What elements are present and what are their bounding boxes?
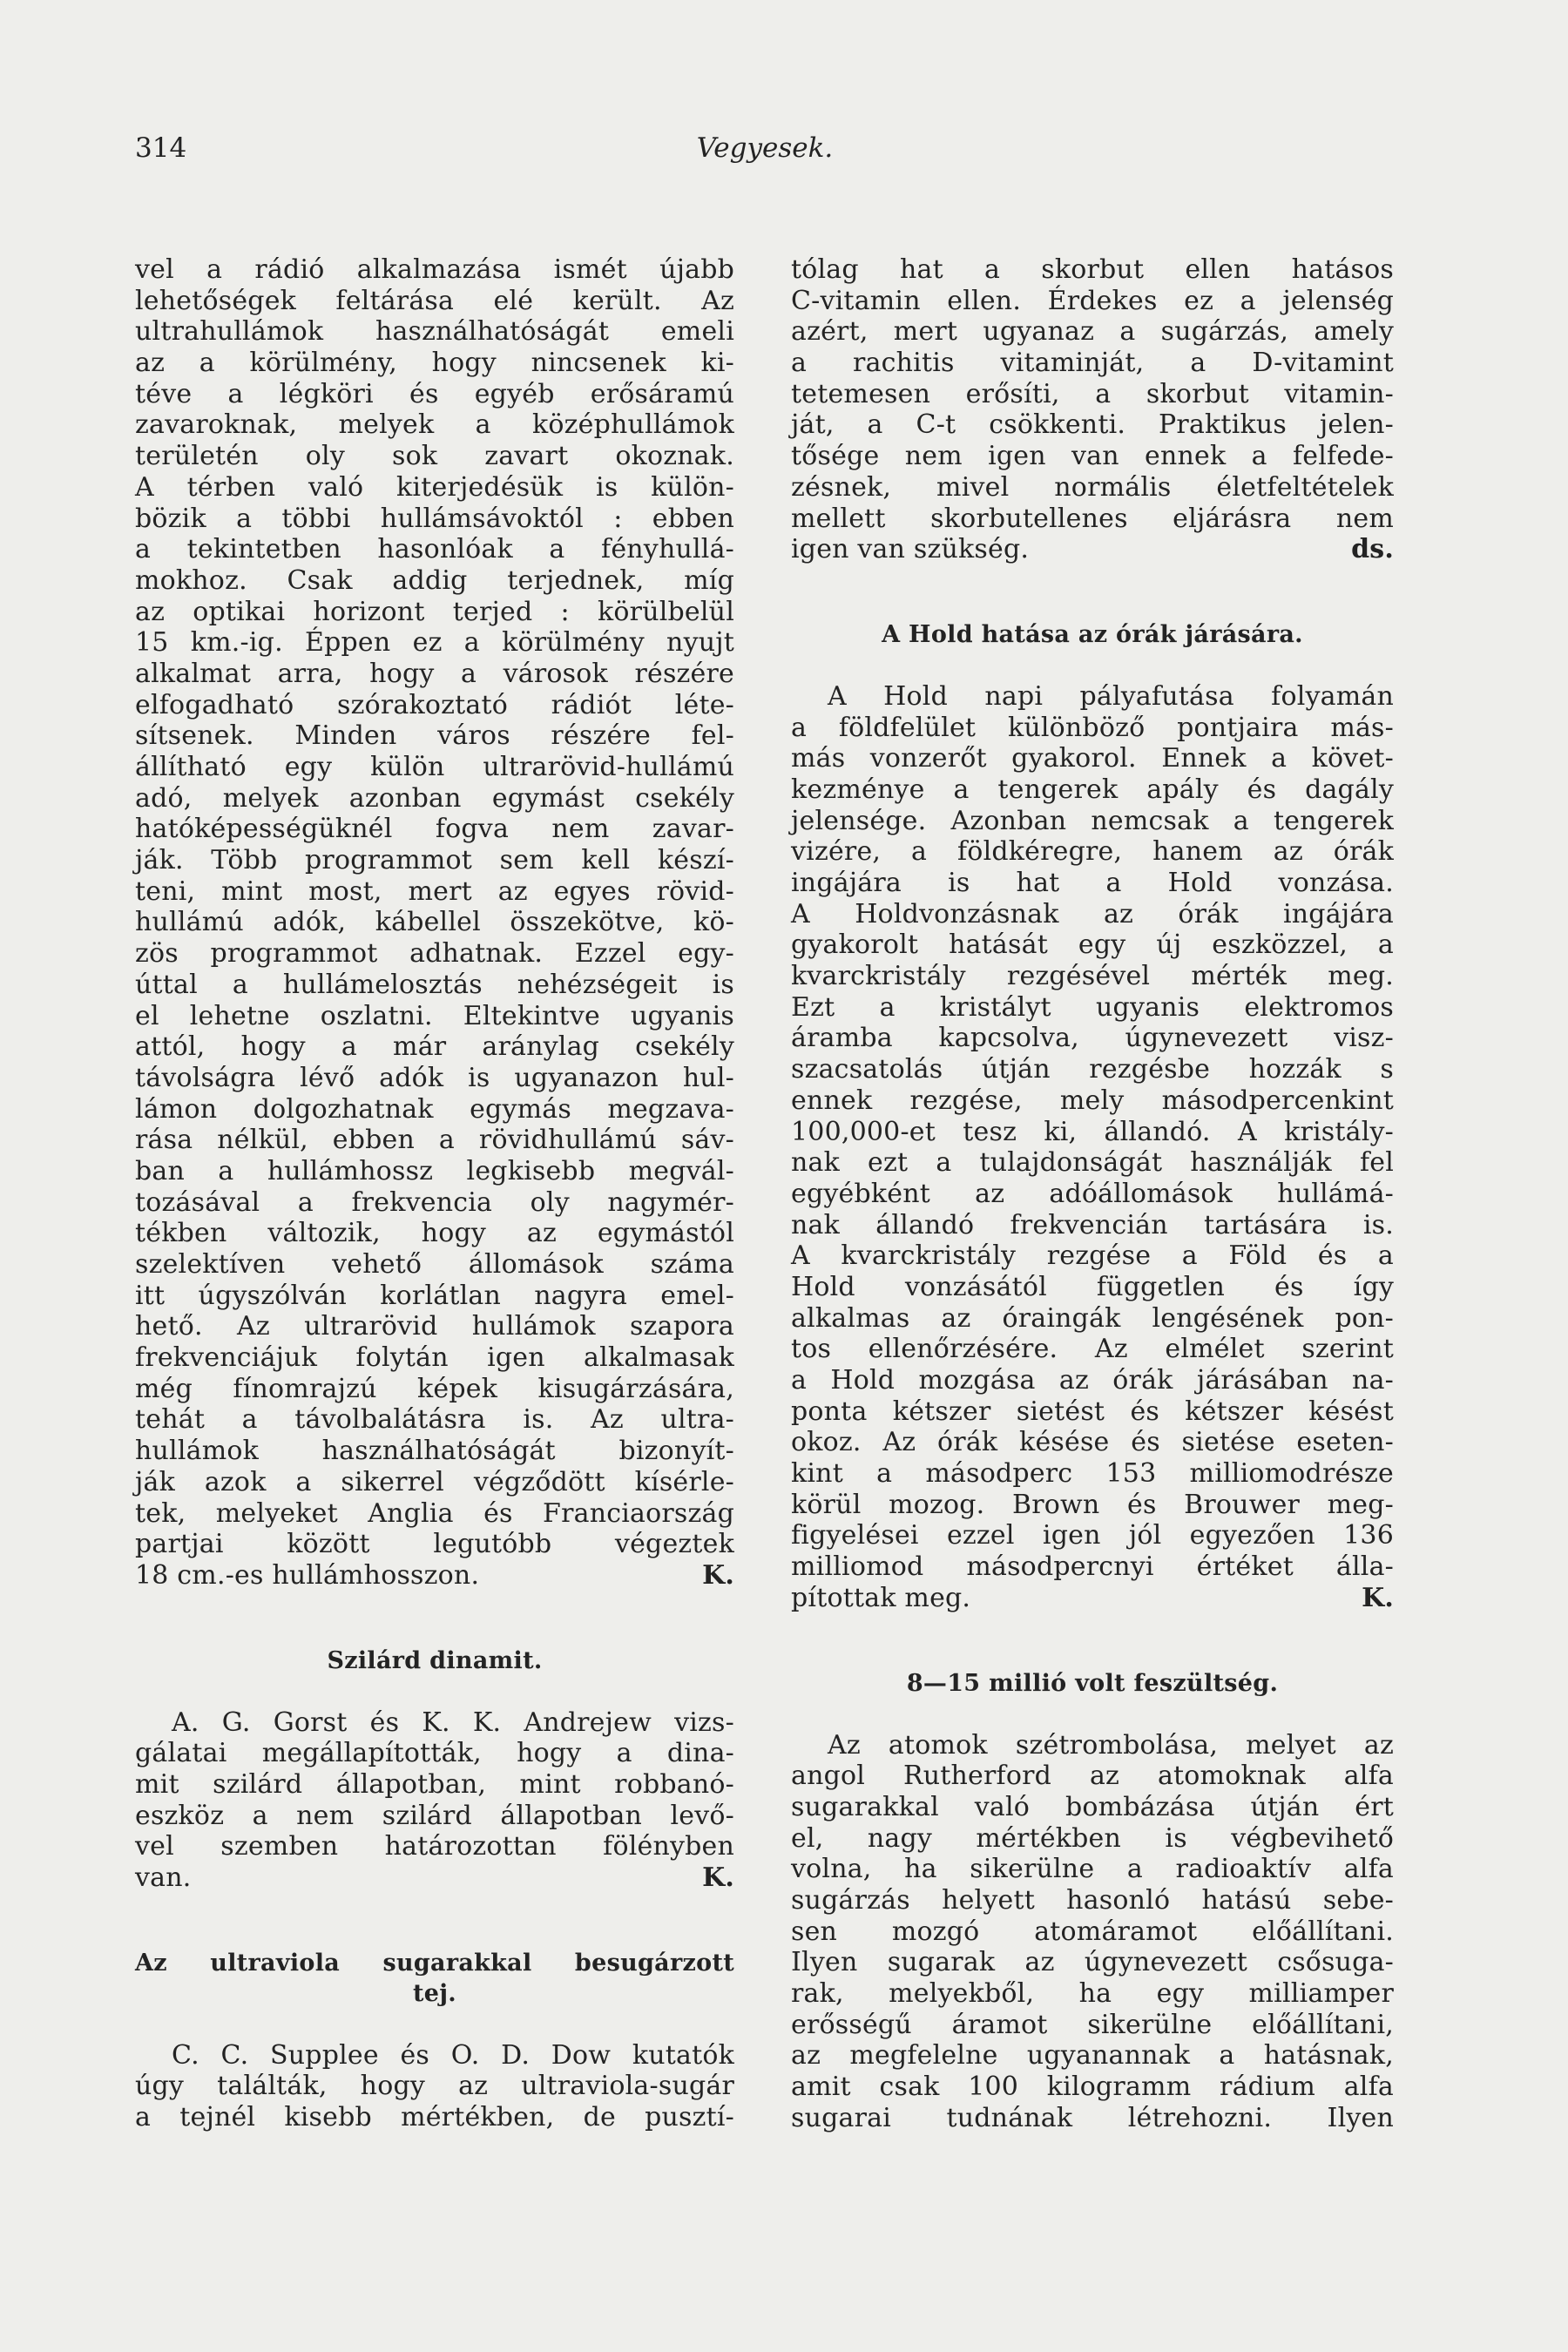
text-line: vizére, a földkéregre, hanem az órák <box>791 836 1394 868</box>
text-line: teni, mint most, mert az egyes rövid- <box>135 875 734 907</box>
text-line: áramba kapcsolva, úgynevezett visz- <box>791 1023 1394 1054</box>
text-line: hatóképességüknél fogva nem zavar- <box>135 814 734 845</box>
text-line: itt úgyszólván korlátlan nagyra emel- <box>135 1280 734 1311</box>
heading-line: 8—15 millió volt feszültség. <box>906 1669 1279 1697</box>
text-line <box>791 534 1394 565</box>
text-line: alkalmas az óraingák lengésének pon- <box>791 1302 1394 1334</box>
text-line: Ezt a kristályt ugyanis elektromos <box>791 991 1394 1023</box>
text-line: hető. Az ultrarövid hullámok szapora <box>135 1311 734 1342</box>
text-line: sugarai tudnának létrehozni. Ilyen <box>791 2102 1394 2133</box>
text-line: vel a rádió alkalmazása ismét újabb <box>135 254 734 285</box>
text-line: el, nagy mértékben is végbevihető <box>791 1822 1394 1854</box>
text-line: szelektíven vehető állomások száma <box>135 1249 734 1280</box>
text-line: a Hold mozgása az órák járásában na- <box>791 1365 1394 1396</box>
text-line: ban a hullámhossz legkisebb megvál- <box>135 1155 734 1186</box>
text-line: ponta kétszer sietést és kétszer késést <box>791 1396 1394 1427</box>
text-line: az optikai horizont terjed : körülbelül <box>135 596 734 627</box>
text-line: ennek rezgése, mely másodpercenkint <box>791 1085 1394 1116</box>
author-signature: K. <box>1362 1582 1394 1613</box>
text-line: tozásával a frekvencia oly nagymér- <box>135 1186 734 1218</box>
section-heading <box>135 1646 734 1676</box>
text-line: körül mozog. Brown és Brouwer meg- <box>791 1489 1394 1520</box>
text-line: A. G. Gorst és K. K. Andrejew vizs- <box>172 1707 734 1738</box>
heading-line: Az ultraviola sugarakkal besugárzott <box>135 1949 734 1977</box>
text-line: nak állandó frekvencián tartására is. <box>791 1209 1394 1240</box>
text-line: lámon dolgozhatnak egymás megzava- <box>135 1093 734 1125</box>
paragraph <box>791 681 1394 1614</box>
text-line: tek, melyeket Anglia és Franciaország <box>135 1497 734 1529</box>
text-line <box>791 1583 1394 1614</box>
text-line <box>135 1560 734 1592</box>
text-line: C. C. Supplee és O. D. Dow kutatók <box>172 2039 734 2071</box>
paragraph <box>791 254 1394 565</box>
text-line: a földfelület különböző pontjaira más- <box>791 712 1394 743</box>
line-text: van. <box>135 1862 192 1893</box>
text-line: A kvarckristály rezgése a Föld és a <box>791 1240 1394 1272</box>
text-line: ját, a C-t csökkenti. Praktikus jelen- <box>791 409 1394 441</box>
text-line: azért, mert ugyanaz a sugárzás, amely <box>791 316 1394 348</box>
text-line: elfogadható szórakoztató rádiót léte- <box>135 689 734 720</box>
text-line: alkalmat arra, hogy a városok részére <box>135 658 734 689</box>
text-line: A Holdvonzásnak az órák ingájára <box>791 898 1394 929</box>
text-line: hullámok használhatóságát bizonyít- <box>135 1436 734 1467</box>
text-line: téve a légköri és egyéb erősáramú <box>135 378 734 409</box>
text-line: más vonzerőt gyakorol. Ennek a követ- <box>791 743 1394 774</box>
text-line: tehát a távolbalátásra is. Az ultra- <box>135 1404 734 1436</box>
heading-line: Szilárd dinamit. <box>327 1646 543 1674</box>
text-line: területén oly sok zavart okoznak. <box>135 441 734 472</box>
left-column <box>135 254 734 2133</box>
author-signature: K. <box>702 1862 734 1893</box>
line-text: pítottak meg. <box>791 1582 971 1613</box>
text-line: állítható egy külön ultrarövid-hullámú <box>135 752 734 782</box>
text-line: rása nélkül, ebben a rövidhullámú sáv- <box>135 1125 734 1156</box>
text-line: gyakorolt hatását egy új eszközzel, a <box>791 929 1394 961</box>
text-line: tékben változik, hogy az egymástól <box>135 1218 734 1249</box>
paragraph <box>135 254 734 1592</box>
text-line: sen mozgó atomáramot előállítani. <box>791 1916 1394 1947</box>
heading-line: tej. <box>412 1979 457 2007</box>
text-line: A Hold napi pályafutása folyamán <box>828 680 1394 712</box>
text-line: nak ezt a tulajdonságát használják fel <box>791 1147 1394 1179</box>
right-column <box>791 254 1394 2133</box>
running-title: Vegyesek. <box>696 132 834 164</box>
text-line: tősége nem igen van ennek a felfede- <box>791 441 1394 472</box>
text-line: sítsenek. Minden város részére fel- <box>135 720 734 752</box>
text-line: az a körülmény, hogy nincsenek ki- <box>135 348 734 379</box>
text-line: frekvenciájuk folytán igen alkalmasak <box>135 1342 734 1374</box>
text-line: zavaroknak, melyek a középhullámok <box>135 409 734 441</box>
heading-line: A Hold hatása az órák járására. <box>882 620 1303 648</box>
text-line: zös programmot adhatnak. Ezzel egy- <box>135 938 734 970</box>
page-number: 314 <box>135 132 187 164</box>
text-line: volna, ha sikerülne a radioaktív alfa <box>791 1854 1394 1885</box>
text-line: egyébként az adóállomások hullámá- <box>791 1178 1394 1209</box>
text-line: Ilyen sugarak az úgynevezett csősuga- <box>791 1947 1394 1978</box>
text-line: tólag hat a skorbut ellen hatásos <box>791 254 1394 285</box>
text-line: milliomod másodpercnyi értéket álla- <box>791 1551 1394 1583</box>
text-line: távolságra lévő adók is ugyanazon hul- <box>135 1062 734 1093</box>
paragraph <box>135 2040 734 2133</box>
text-line: a tejnél kisebb mértékben, de pusztí- <box>135 2102 734 2133</box>
text-line: tos ellenőrzésére. Az elmélet szerint <box>791 1334 1394 1365</box>
text-line: partjai között legutóbb végeztek <box>135 1529 734 1560</box>
text-line: okoz. Az órák késése és sietése eseten- <box>791 1427 1394 1458</box>
text-line: jelensége. Azonban nemcsak a tengerek <box>791 805 1394 836</box>
text-line: 100,000-et tesz ki, állandó. A kristály- <box>791 1116 1394 1147</box>
text-line: a rachitis vitaminját, a D-vitamint <box>791 348 1394 379</box>
text-line: ják azok a sikerrel végződött kísérle- <box>135 1466 734 1497</box>
line-text: 18 cm.-es hullámhosszon. <box>135 1559 480 1591</box>
text-line: az megfelelne ugyanannak a hatásnak, <box>791 2040 1394 2072</box>
text-line: bözik a többi hullámsávoktól : ebben <box>135 503 734 534</box>
text-line: adó, melyek azonban egymást csekély <box>135 782 734 814</box>
section-heading <box>135 1948 734 2009</box>
text-line: vel szemben határozottan fölényben <box>135 1831 734 1862</box>
text-line: ják. Több programmot sem kell készí- <box>135 845 734 876</box>
paragraph <box>791 1730 1394 2134</box>
text-line: mit szilárd állapotban, mint robbanó- <box>135 1768 734 1800</box>
text-line: a tekintetben hasonlóak a fényhullá- <box>135 534 734 565</box>
text-line: mellett skorbutellenes eljárásra nem <box>791 503 1394 534</box>
text-line: sugarakkal való bombázása útján ért <box>791 1791 1394 1822</box>
text-line: ultrahullámok használhatóságát emeli <box>135 316 734 348</box>
text-line: úttal a hullámelosztás nehézségeit is <box>135 969 734 1000</box>
text-line: hullámú adók, kábellel összekötve, kö- <box>135 907 734 938</box>
text-line: gálatai megállapították, hogy a dina- <box>135 1738 734 1769</box>
text-line: erősségű áramot sikerülne előállítani, <box>791 2009 1394 2040</box>
author-signature: K. <box>702 1559 734 1591</box>
text-line: szacsatolás útján rezgésbe hozzák s <box>791 1054 1394 1085</box>
text-line: kezménye a tengerek apály és dagály <box>791 774 1394 805</box>
text-line: kvarckristály rezgésével mérték meg. <box>791 961 1394 992</box>
text-line: kint a másodperc 153 milliomodrésze <box>791 1458 1394 1490</box>
text-line: mokhoz. Csak addig terjednek, míg <box>135 564 734 596</box>
text-line: amit csak 100 kilogramm rádium alfa <box>791 2072 1394 2103</box>
text-line: sugárzás helyett hasonló hatású sebe- <box>791 1884 1394 1916</box>
line-text: igen van szükség. <box>791 534 1030 565</box>
paragraph <box>135 1707 734 1894</box>
text-line: attól, hogy a már aránylag csekély <box>135 1031 734 1063</box>
text-line: A térben való kiterjedésük is külön- <box>135 471 734 503</box>
text-line: eszköz a nem szilárd állapotban levő- <box>135 1800 734 1831</box>
text-line: tetemesen erősíti, a skorbut vitamin- <box>791 378 1394 409</box>
text-line: figyelései ezzel igen jól egyezően 136 <box>791 1520 1394 1551</box>
text-line: angol Rutherford az atomoknak alfa <box>791 1761 1394 1792</box>
text-line: ingájára is hat a Hold vonzása. <box>791 868 1394 898</box>
text-line: Az atomok szétrombolása, melyet az <box>828 1729 1394 1761</box>
text-line: C-vitamin ellen. Érdekes ez a jelenség <box>791 285 1394 316</box>
text-line: úgy találták, hogy az ultraviola-sugár <box>135 2071 734 2102</box>
text-line: rak, melyekből, ha egy milliamper <box>791 1978 1394 2009</box>
text-line: lehetőségek feltárása elé került. Az <box>135 285 734 316</box>
text-line <box>135 1862 734 1894</box>
author-signature: ds. <box>1351 534 1394 565</box>
section-heading <box>791 619 1394 650</box>
text-line: még fínomrajzú képek kisugárzására, <box>135 1373 734 1404</box>
text-line: Hold vonzásától független és így <box>791 1271 1394 1302</box>
text-line: el lehetne oszlatni. Eltekintve ugyanis <box>135 1000 734 1031</box>
text-line: zésnek, mivel normális életfeltételek <box>791 471 1394 503</box>
text-line: 15 km.-ig. Éppen ez a körülmény nyujt <box>135 627 734 659</box>
section-heading <box>791 1668 1394 1699</box>
